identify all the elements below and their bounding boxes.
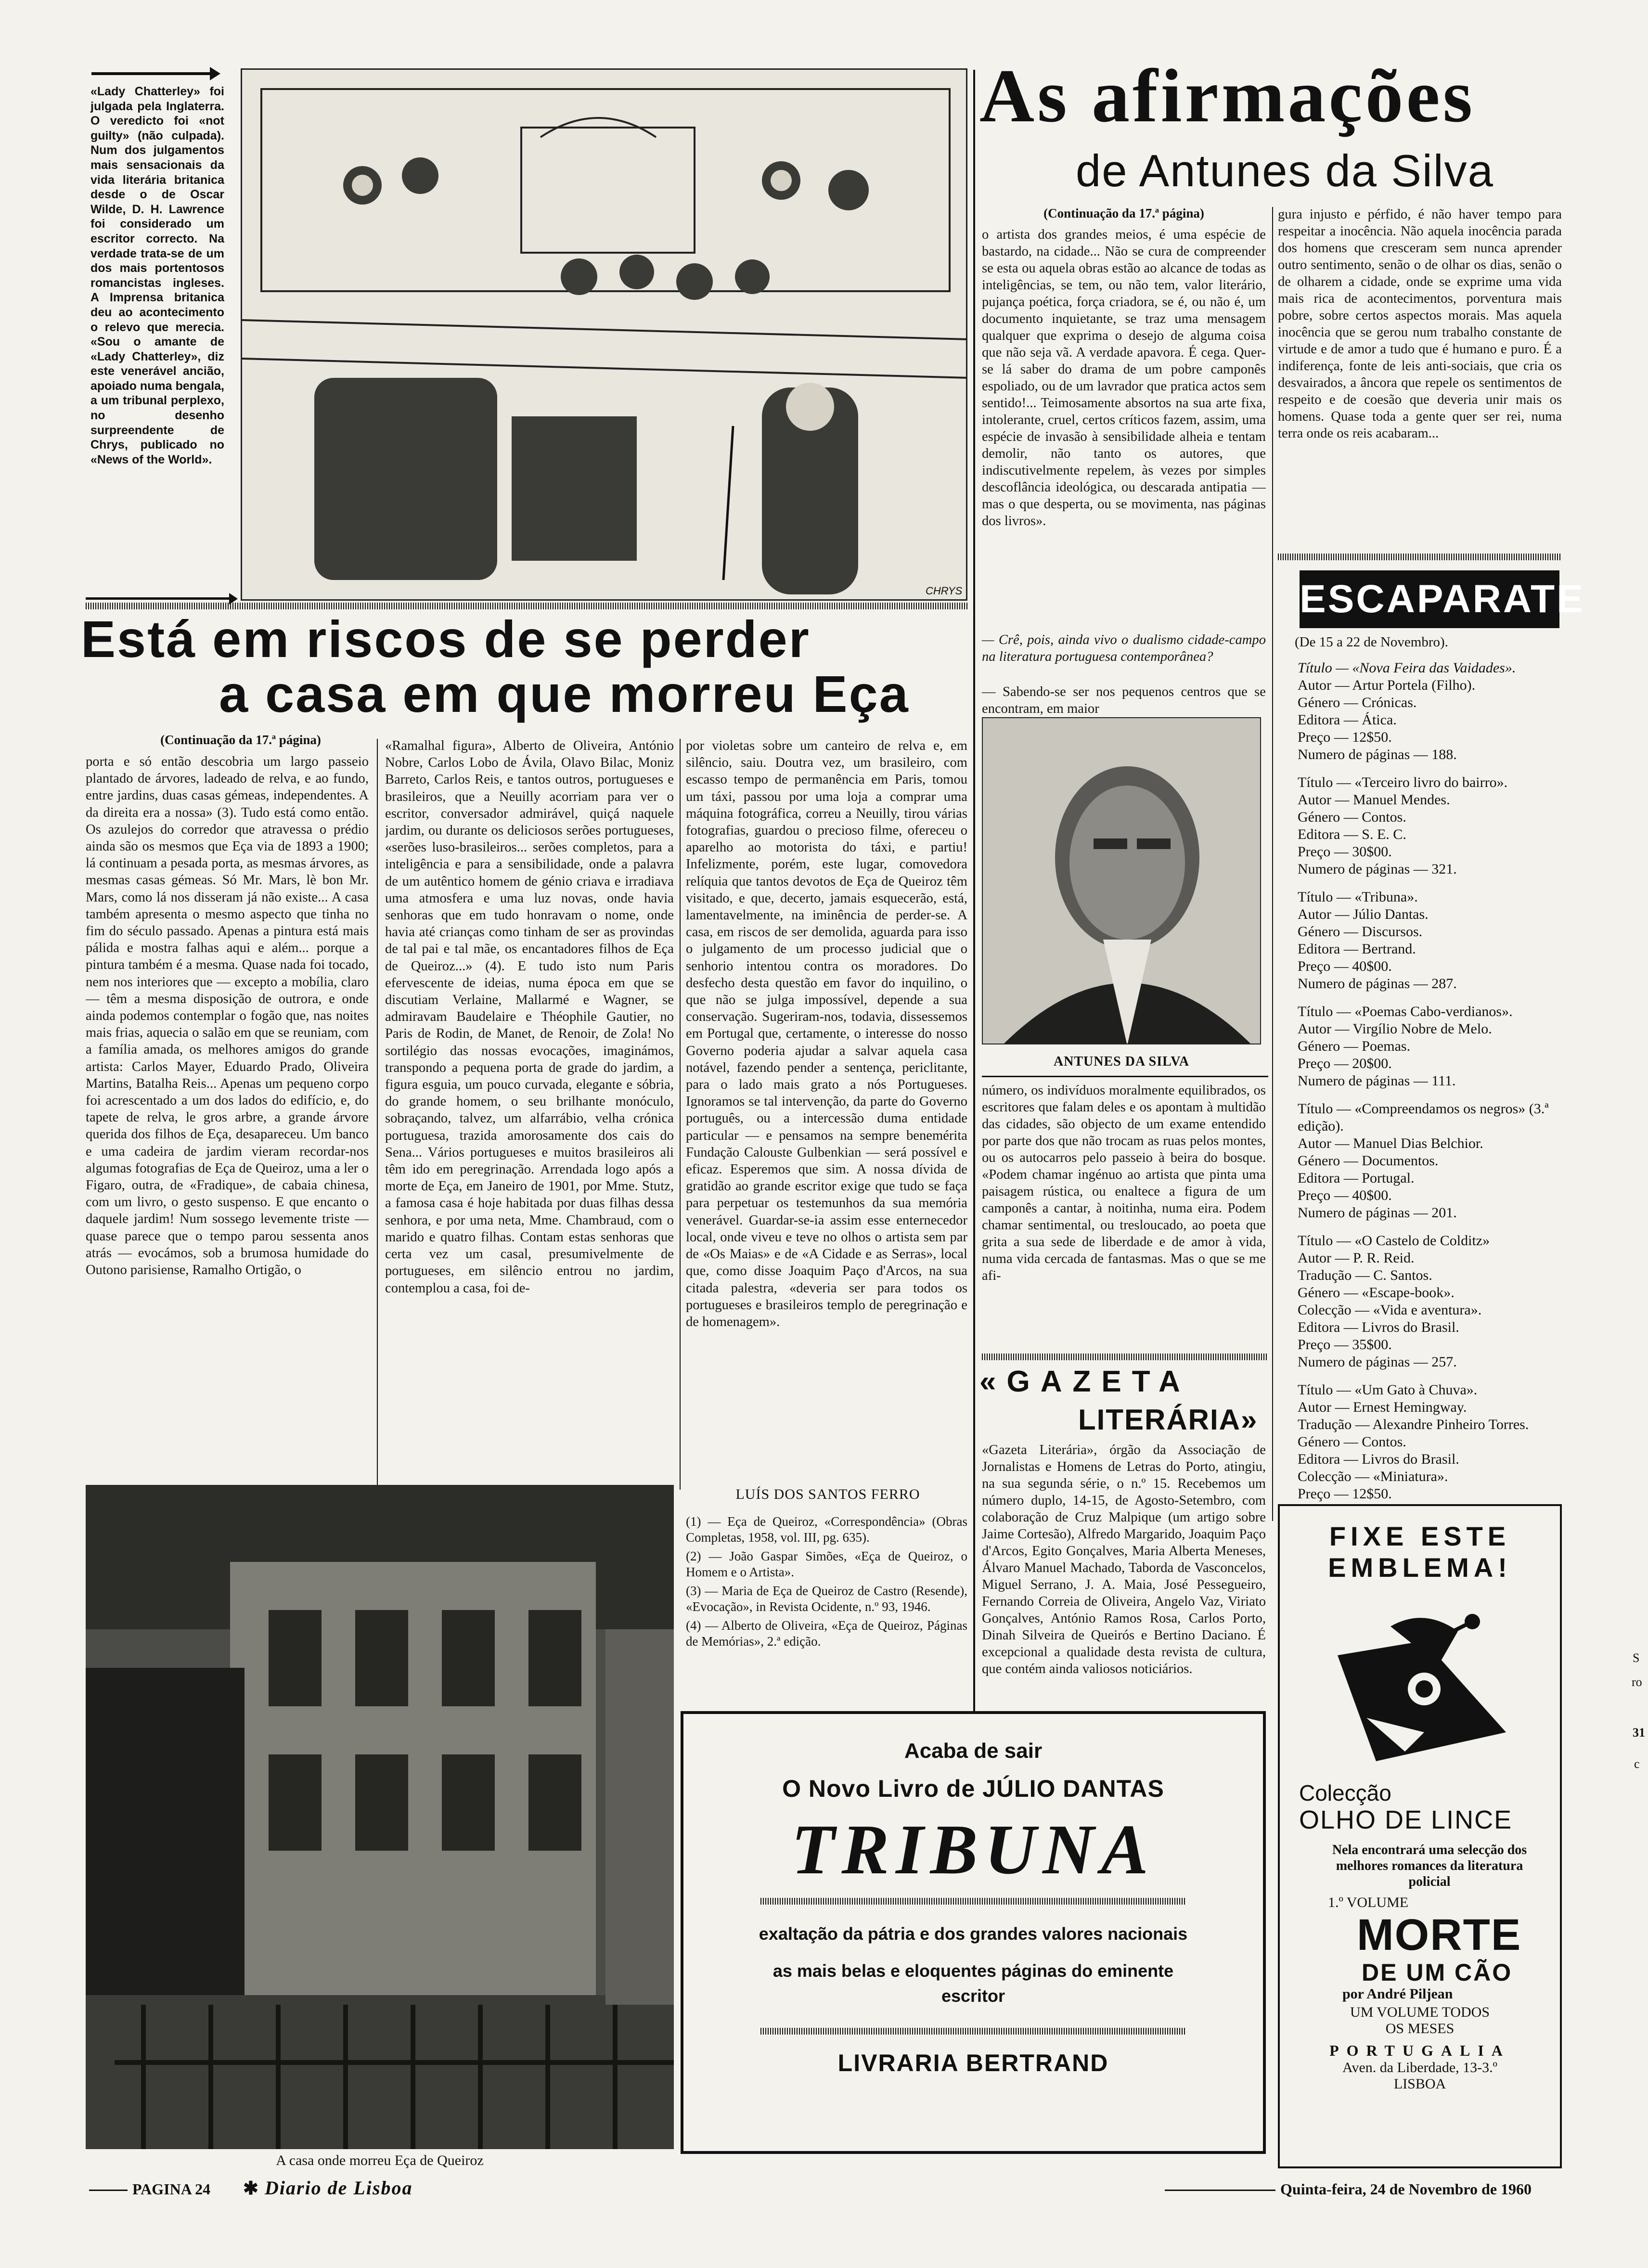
book-line: Autor — Virgílio Nobre de Melo. xyxy=(1298,1021,1492,1037)
margin-mark: c xyxy=(1634,1757,1640,1771)
house-photo-image xyxy=(86,1485,674,2149)
book-line: Numero de páginas — 201. xyxy=(1298,1205,1457,1221)
gazeta-title-2: LITERÁRIA» xyxy=(1078,1404,1258,1436)
eca-author: LUÍS DOS SANTOS FERRO xyxy=(735,1486,920,1502)
eca-column-2: «Ramalhal figura», Alberto de Oliveira, António Nobre, Carlos Lobo de Ávila, Olavo Bilac, Moniz Barreto, Carlos Reis, e tantos outros, portugueses e brasileiros, que a Neuilly acorriam para ver o escritor, conversador admirável, quiçá naquele jardim, ou durante os deliciosos serões portugueses, «serões luso-brasileiros... serões completos, para a inteligência e para a sensibilidade, onde a palavra de um autêntico homem de génio criava e irradiava uma atmosfera e uma luz novas, onde havia senhoras que em tudo honravam o nome, onde havia até crianças como tinham de ser as provindas de tal pai e tal mãe, os encantadores filhos de Eça de Queiroz...» (4). E tudo isto num Paris efervescente de ideias, numa época em que se discutiam Verlaine, Mallarmé e Wagner, se admiravam Baudelaire e Théophile Gautier, no Paris de Rodin, de Manet, de Renoir, de Zola! No sortilégio das nossas evocações, imaginámos, transpondo a pequena porta de grade do jardim, a figura esguia, um pouco curvada, elegante e sóbria, do grande homem, o seu brilhante monóculo, sobraçando, talvez, um alfarrábio, velha crónica portuguesa, trazida amorosamente dos cais do Sena... Vários portugueses e muitos brasileiros ali têm ido em peregrinação. Arrendada logo após a morte de Eça, em Janeiro de 1901, por Mme. Stutz, a famosa casa é hoje habitada por duas filhas dessa senhora, e por uma neta, Mme. Chambraud, com o marido e quatro filhas. Contam estas senhoras que certa vez um casal, presumivelmente de portugueses, em silêncio entrou no jardim, contemplou a casa, foi de- xyxy=(385,738,674,1296)
tribuna-line-3: exaltação da pátria e dos grandes valores nacionais xyxy=(759,1924,1188,1944)
eca-column-1: porta e só então descobria um largo passeio plantado de árvores, ladeado de relva, e ao fundo, entre jardins, duas casas gémeas, independentes. A da direita era a nossa» (3). Tudo está como então. Os azulejos do corredor que atravessa o prédio ainda são os mesmos que Eça via de 1893 a 1900; lá continuam a pesada porta, as mesmas árvores, as mesmas casas gémeas. Só Mr. Mars, lè bon Mr. Mars, como lá nos disseram já não existe... A casa também apresenta o mesmo aspecto que tinha no fim do século passado. Apenas a pintura está mais pálida e mostra falhas aqui e além... porque a pintura também é a mesma. Quase nada foi tocado, nem nos interiores que — excepto a mobília, claro — têm a mesma disposição de outrora, e onde ainda podemos contemplar o fogão que, nas noites mais frias, aquecia o salão em que se reuniam, com a família amada, os melhores amigos do grande artista: Carlos Mayer, Eduardo Prado, Oliveira Martins, Batalha Reis... Apenas um pequeno corpo foi acrescentado a um dos lados do edifício, e, do tapete de relva, le gros arbre, a grande árvore querida dos filhos de Eça, desapareceu. Um banco e uma cadeira de jardim vieram recordar-nos algumas fotografias de Eça de Queiroz, uma a ler o Figaro, outra, de «Fradique», de cabaia chinesa, com um livro, o gesto suspenso. E que encanto o daquele jardim! Num sossego levemente triste — quase parece que o tempo parou sessenta anos atrás — evocámos, sob a brumosa humidade do Outono parisiense, Ramalho Ortigão, o xyxy=(86,754,369,1278)
antunes-headline-1: As afirmações xyxy=(979,54,1476,138)
book-line: Autor — Manuel Dias Belchior. xyxy=(1298,1135,1483,1151)
margin-mark: S xyxy=(1633,1651,1640,1665)
book-line: Numero de páginas — 111. xyxy=(1298,1073,1456,1089)
book-line: Género — Documentos. xyxy=(1298,1153,1439,1169)
book-line: Tradução — Alexandre Pinheiro Torres. xyxy=(1298,1417,1529,1432)
footer-masthead: Diario de Lisboa xyxy=(265,2177,413,2199)
eca-continuation: (Continuação da 17.ª página) xyxy=(160,733,321,747)
margin-mark: ro xyxy=(1632,1675,1642,1689)
lince-monthly-1: UM VOLUME TODOS xyxy=(1350,2004,1490,2020)
lince-title-1: MORTE xyxy=(1357,1910,1522,1959)
tribuna-ad xyxy=(681,1711,1266,2154)
lince-address-1: Aven. da Liberdade, 13-3.º xyxy=(1342,2060,1497,2075)
book-line: Colecção — «Vida e aventura». xyxy=(1298,1302,1482,1318)
eca-column-3: por violetas sobre um canteiro de relva e, em silêncio, saiu. Doutra vez, um brasileiro, com escasso tempo de permanência em Paris, tomou um táxi, passou por uma loja a comprar uma máquina fotográfica, correu a Neuilly, tirou várias fotografias, guardou o precioso filme, ofereceu o aparelho ao motorista do táxi, e partiu! Infelizmente, porém, este lugar, comovedora relíquia que tantos devotos de Eça de Queiroz têm visitado, e que, decerto, jamais esquecerão, está, lamentavelmente, na iminência de perder-se. A casa, em riscos de ser demolida, aguarda para isso o julgamento de um processo judicial que o senhorio intentou contra os moradores. Do desfecho desta questão em favor do inquilino, o que não se julga impossível, depende a sua conservação. Sugeriram-nos, todavia, dissessemos em Portugal que, certamente, o interesse do nosso Governo poderia ajudar a salvar aquela casa notável, fazendo pender a sentença, periclitante, para o lado mais grato a nós Portugueses. Ignoramos se tal intervenção, da parte do Governo português, ou a intercessão duma entidade particular — e pensamos na sempre benemérita Fundação Calouste Gulbenkian — será possível e eficaz. Esperemos que sim. A nossa dívida de gratidão ao grande escritor exige que tudo se faça para perpetuar os testemunhos da sua memória venerável. Guardar-se-ia assim esse enternecedor local, onde viveu e teve no olhos o artista sem par de «Os Maias» e de «A Cidade e as Serras», local que, como disse Joaquim Paço d'Arcos, na sua citada palestra, «deveria ser para todos os portugueses e brasileiros templo de peregrinação e de homenagem». xyxy=(686,738,967,1329)
eca-footnotes xyxy=(686,1514,967,1649)
book-line: Título — «Poemas Cabo-verdianos». xyxy=(1298,1004,1513,1019)
escaparate-period: (De 15 a 22 de Novembro). xyxy=(1295,634,1448,650)
book-line: Numero de páginas — 188. xyxy=(1298,747,1457,762)
book-7 xyxy=(1280,1381,1559,1520)
book-line: Género — Discursos. xyxy=(1298,924,1423,940)
lince-ad-line-1: FIXE ESTE xyxy=(1329,1521,1511,1551)
tribuna-title: TRIBUNA xyxy=(791,1810,1155,1889)
book-2 xyxy=(1280,774,1559,878)
eca-house-photo xyxy=(86,1485,674,2149)
tribuna-line-2: O Novo Livro de JÚLIO DANTAS xyxy=(782,1775,1164,1802)
antunes-portrait-caption: ANTUNES DA SILVA xyxy=(1053,1054,1190,1069)
antunes-question-2: — Sabendo-se ser nos pequenos centros que se encontram, em maior xyxy=(982,684,1266,716)
book-line: Numero de páginas — 257. xyxy=(1298,1354,1457,1370)
tribuna-line-4: as mais belas e eloquentes páginas do eminente escritor xyxy=(772,1961,1174,2006)
book-line: Editora — Portugal. xyxy=(1298,1170,1415,1186)
gazeta-text: «Gazeta Literária», órgão da Associação de Jornalistas e Homens de Letras do Porto, atingiu, na sua segunda série, o n.º 15. Recebemos um número duplo, 14-15, de Agosto-Setembro, com colaboração de Cruz Malpique (um artigo sobre Jaime Cortesão), Alfredo Margarido, Joaquim Paço d'Arcos, Egito Gonçalves, Maria Alberta Meneses, Álvaro Manuel Machado, Taborda de Vasconcelos, Miguel Serrano, J. A. Maia, José Pessegueiro, Fernando Correia de Oliveira, Angelo Vaz, Viriato Gonçalves, António Ramos Rosa, Carlos Porto, Dinah Silveira de Queirós e Bertino Daciano. É excepcional a qualidade desta revista de cultura, que contém ainda valiosos noticiários. xyxy=(982,1443,1266,1676)
book-line: Género — Contos. xyxy=(1298,809,1406,825)
eca-col-divider-1 xyxy=(377,739,378,1490)
lince-address-2: LISBOA xyxy=(1393,2076,1446,2092)
tribuna-publisher: LIVRARIA BERTRAND xyxy=(837,2049,1109,2076)
book-line: Autor — Artur Portela (Filho). xyxy=(1298,677,1476,693)
book-3 xyxy=(1280,889,1559,992)
antunes-portrait-image xyxy=(983,718,1261,1044)
footnote-4: (4) — Alberto de Oliveira, «Eça de Queiroz, Páginas de Memórias», 2.ª edição. xyxy=(686,1618,967,1649)
cartoon-signature: CHRYS xyxy=(926,585,963,597)
book-line: Autor — Júlio Dantas. xyxy=(1298,906,1429,922)
rule-above-gazeta xyxy=(982,1353,1268,1360)
rule-under-portrait xyxy=(982,1076,1268,1077)
footer-page: PAGINA 24 xyxy=(132,2180,211,2198)
book-line: Preço — 20$00. xyxy=(1298,1056,1392,1071)
book-line: Género — «Escape-book». xyxy=(1298,1285,1455,1301)
footer-date: Quinta-feira, 24 de Novembro de 1960 xyxy=(1280,2180,1532,2198)
margin-mark: 31 xyxy=(1633,1726,1645,1740)
rule-under-cartoon xyxy=(86,603,967,609)
book-line: Preço — 12$50. xyxy=(1298,1486,1392,1502)
book-line: Título — «Compreendamos os negros» (3.ª edição). xyxy=(1298,1101,1549,1134)
book-line: Título — «Um Gato à Chuva». xyxy=(1298,1382,1478,1398)
lince-description: Nela encontrará uma selecção dos melhores romances da literatura policial xyxy=(1332,1843,1527,1889)
book-line: Editora — Livros do Brasil. xyxy=(1298,1319,1459,1335)
lince-title-2: DE UM CÃO xyxy=(1362,1959,1513,1986)
tribuna-rule-2 xyxy=(760,2028,1186,2035)
lince-ad-line-2: EMBLEMA! xyxy=(1328,1552,1512,1583)
book-line: Colecção — «Miniatura». xyxy=(1298,1469,1448,1484)
book-line: Numero de páginas — 321. xyxy=(1298,861,1457,877)
book-line: Editora — Bertrand. xyxy=(1298,941,1416,957)
lince-ad xyxy=(1278,1504,1562,2168)
eca-headline-2: a casa em que morreu Eça xyxy=(219,665,910,723)
tribuna-line-1: Acaba de sair xyxy=(904,1739,1043,1763)
lince-by: por André Piljean xyxy=(1342,1986,1453,2002)
book-4 xyxy=(1280,1003,1559,1090)
lince-monthly-2: OS MESES xyxy=(1385,2021,1455,2036)
eca-col-divider-2 xyxy=(680,739,681,1490)
center-vertical-rule xyxy=(973,70,975,1716)
book-line: Título — «Tribuna». xyxy=(1298,889,1418,905)
footer-rule-left xyxy=(89,2190,128,2191)
lince-collection-2: OLHO DE LINCE xyxy=(1299,1805,1513,1834)
book-line: Editora — Ática. xyxy=(1298,712,1397,728)
antunes-column-1: o artista dos grandes meios, é uma espécie de bastardo, na cidade... Não se cura de compreender se esta ou aquela obras estão ao alcance de todas as inteligências, se tem, ou não tem, valor literário, pujança poética, força criadora, se é, ou não é, um documento inquietante, se traz uma mensagem qualquer que exprima o desejo de alguma coisa que não seja vã. A verdade apavora. É cega. Quer-se lá saber do drama de um pobre camponês espoliado, ou de um lavrador que pratica actos sem sentido!... Teimosamente absortos na sua arte fixa, intolerante, cruel, certos críticos fazem, assim, uma espécie de invasão à sensibilidade alheia e tentam demolir, não tanto os autores, que indiscutivelmente repelem, às vezes por simples descoflância ideológica, ou descarada antipatia — mas o que desperta, ou se movimenta, nas páginas dos livros». xyxy=(982,227,1266,528)
antunes-headline-2: de Antunes da Silva xyxy=(1076,145,1494,196)
book-line: Autor — Ernest Hemingway. xyxy=(1298,1399,1467,1415)
cartoon-drawing xyxy=(242,70,967,601)
antunes-portrait xyxy=(982,717,1261,1044)
escaparate-list xyxy=(1280,659,1559,1520)
lince-volume: 1.º VOLUME xyxy=(1328,1894,1409,1910)
book-line: Género — Crónicas. xyxy=(1298,695,1417,710)
antunes-question-1: — Crê, pois, ainda vivo o dualismo cidade-campo na literatura portuguesa contemporânea? xyxy=(982,632,1266,664)
lince-collection-1: Colecção xyxy=(1299,1780,1391,1805)
book-line: Género — Poemas. xyxy=(1298,1038,1411,1054)
book-line: Numero de páginas — 287. xyxy=(1298,976,1457,992)
footnote-3: (3) — Maria de Eça de Queiroz de Castro (Resende), «Evocação», in Revista Ocidente, n.º 93, 1946. xyxy=(686,1584,967,1614)
book-line: Preço — 30$00. xyxy=(1298,844,1392,860)
book-1 xyxy=(1280,659,1559,763)
lince-publisher: PORTUGALIA xyxy=(1329,2042,1510,2059)
book-line: Autor — Manuel Mendes. xyxy=(1298,792,1450,808)
antunes-column-2: gura injusto e pérfido, é não haver tempo para respeitar a inocência. Não aquela inocência parada dos homens que cresceram sem nunca aprender outro sentimento, senão o de olhar os dias, senão o de olharem a cidade, onde se exprime uma vida mais rica de acontecimentos, porventura mais pobre, sobre certos aspectos morais. Mas aquela inocência que se gerou num trabalho constante de virtude e de amor a tudo que é humano e puro. É a indiferença, fonte de leis anti-sociais, que cria os desvairados, a âncora que repele os sentimentos de respeito e de coesão que deveria unir mais os homens. Quase toda a gente quer ser rei, numa terra onde os reis acabaram... xyxy=(1278,207,1562,441)
book-line: Preço — 35$00. xyxy=(1298,1337,1392,1353)
book-line: Editora — S. E. C. xyxy=(1298,826,1406,842)
gazeta-title-1: «GAZETA xyxy=(979,1365,1191,1398)
book-line: Título — «Terceiro livro do bairro». xyxy=(1298,774,1508,790)
footer-star-icon: ✱ xyxy=(243,2178,258,2199)
footer-rule-right xyxy=(1165,2190,1275,2191)
antunes-continuation: (Continuação da 17.ª página) xyxy=(1043,206,1204,220)
book-line: Título — «Nova Feira das Vaidades». xyxy=(1298,660,1516,676)
escaparate-title: ESCAPARATE xyxy=(1300,570,1559,628)
rule-above-escaparate xyxy=(1278,554,1562,560)
chatterley-caption: «Lady Chatterley» foi julgada pela Inglaterra. O veredicto foi «not guilty» (não culpada). Num dos julgamentos mais sensacionais da vida literária britanica desde o de Oscar Wilde, D. H. Lawrence foi considerado um escritor correcto. Na verdade trata-se de um dos mais portentosos romancistas ingleses. A Imprensa britanica deu ao acontecimento o relevo que merecia. «Sou o amante de «Lady Chatterley», diz este venerável ancião, apoiado numa bengala, a um tribunal perplexo, no desenho surpreendente de Chrys, publicado no «News of the World». xyxy=(90,85,224,466)
chatterley-arrow-top xyxy=(91,72,212,75)
book-line: Autor — P. R. Reid. xyxy=(1298,1250,1415,1266)
book-line: Preço — 40$00. xyxy=(1298,958,1392,974)
book-line: Preço — 12$50. xyxy=(1298,729,1392,745)
antunes-column-1b: número, os indivíduos moralmente equilibrados, os escritores que falam deles e os apontam à multidão das cidades, são objecto de um exame entendido por parte dos que não trocam as ruas pelos montes, ou os autocarros pelo passeio à beira do bosque. «Podem chamar ingénuo ao artista que pinta uma paisagem rústica, ou enaltece a figura de um camponês a cantar, à noitinha, numa eira. Podem chamar sentimental, ou tresloucado, ao poeta que grita a sua sede de liberdade e de amor à vida, numa vida cercada de fantasmas. Mas o que se me afi- xyxy=(982,1083,1266,1283)
book-line: Título — «O Castelo de Colditz» xyxy=(1298,1233,1490,1249)
chatterley-arrow-bottom xyxy=(86,597,230,600)
book-line: Editora — Livros do Brasil. xyxy=(1298,1451,1459,1467)
chrys-cartoon xyxy=(241,68,967,601)
book-line: Preço — 40$00. xyxy=(1298,1187,1392,1203)
tribuna-rule-1 xyxy=(760,1898,1186,1905)
footnote-1: (1) — Eça de Queiroz, «Correspondência» (Obras Completas, 1958, vol. III, pg. 635). xyxy=(686,1514,967,1545)
book-6 xyxy=(1280,1232,1559,1371)
eca-house-caption: A casa onde morreu Eça de Queiroz xyxy=(276,2152,484,2168)
book-5 xyxy=(1280,1100,1559,1222)
chatterley-arrowhead-top xyxy=(210,67,220,80)
book-line: Género — Contos. xyxy=(1298,1434,1406,1450)
lynx-emblem-icon xyxy=(1280,1588,1559,1780)
book-line: Tradução — C. Santos. xyxy=(1298,1267,1432,1283)
footnote-2: (2) — João Gaspar Simões, «Eça de Queiroz, o Homem e o Artista». xyxy=(686,1549,967,1579)
eca-headline-1: Está em riscos de se perder xyxy=(81,610,811,668)
gazeta-escaparate-divider xyxy=(1272,554,1273,1521)
